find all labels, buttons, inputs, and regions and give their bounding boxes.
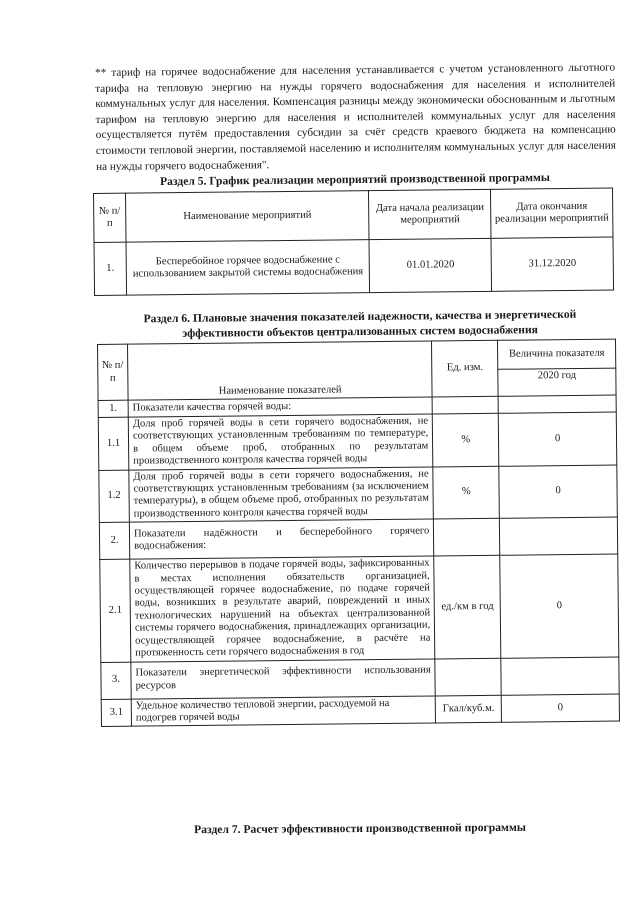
col-header-activity: Наименование мероприятий xyxy=(125,191,369,243)
row-indicator: Удельное количество тепловой энергии, расходуемой на подогрев горячей воды xyxy=(131,695,436,726)
row-num: 1.2 xyxy=(99,470,130,523)
col-header-unit: Ед. изм. xyxy=(432,340,498,397)
col-header-start-date: Дата начала реализации мероприятий xyxy=(369,189,491,239)
row-indicator: Доля проб горячей воды в сети горячего водоснабжения, не соответствующих установленным требованиям по температуре, в общем объеме проб, отобранных по результатам производственного контроля качества горячей воды xyxy=(128,414,433,470)
row-indicator: Показатели качества горячей воды: xyxy=(128,397,432,417)
row-end-date: 31.12.2020 xyxy=(491,237,613,291)
table-row xyxy=(101,657,619,699)
indicators-table xyxy=(97,339,620,728)
table-row xyxy=(94,237,614,295)
row-unit xyxy=(435,658,501,696)
row-num: 3.1 xyxy=(101,699,131,727)
row-value: 0 xyxy=(499,465,617,519)
row-value xyxy=(501,657,619,695)
row-num: 3. xyxy=(101,662,131,699)
table-row xyxy=(98,412,617,470)
col-header-value: Величина показателя xyxy=(498,339,616,369)
row-value xyxy=(500,517,618,555)
section-6-title xyxy=(105,307,615,341)
table-row xyxy=(99,517,617,559)
row-num: 2. xyxy=(99,522,129,559)
table-row xyxy=(101,694,619,727)
row-num: 1. xyxy=(98,400,128,417)
row-indicator: Количество перерывов в подаче горячей воды, зафиксированных в местах исполнения обязательств организацией, осуществляющей горячее водоснабжение, по подаче горячей воды, возникших в результате аварий, повреждений и иных технологических нарушений на объектах централизованной системы горячего водоснабжения, принадлежащих организации, осуществляющей горячее водоснабжение, в расчёте на протяженность сети горячего водоснабжения в год xyxy=(130,556,435,661)
table-row xyxy=(100,554,619,662)
row-unit: Гкал/куб.м. xyxy=(435,695,501,724)
row-num: 2.1 xyxy=(100,559,131,662)
row-indicator: Показатели энергетической эффективности использования ресурсов xyxy=(131,658,436,698)
row-value: 0 xyxy=(500,554,619,657)
section-6-title-line1: Раздел 6. Плановые значения показателей надежности, качества и энергетической xyxy=(143,307,577,326)
row-unit: % xyxy=(433,466,499,519)
implementation-schedule-table xyxy=(93,188,614,296)
row-indicator: Доля проб горячей воды в сети горячего водоснабжения, не соответствующих установленным требованиям (за исключением температуры), в общем объеме проб, отобранных по результатам производственного контроля качества горячей воды xyxy=(129,467,434,523)
col-header-num: № п/п xyxy=(94,193,126,242)
section-7-title: Раздел 7. Расчет эффективности производственной программы xyxy=(194,820,526,837)
row-unit xyxy=(434,519,500,557)
col-header-end-date: Дата окончания реализации мероприятий xyxy=(491,188,613,238)
row-value xyxy=(498,395,616,413)
row-activity: Бесперебойное горячее водоснабжение с использованием закрытой системы водоснабжения xyxy=(126,240,370,296)
col-header-num: № п/п xyxy=(98,344,129,400)
row-num: 1. xyxy=(94,242,126,295)
row-value: 0 xyxy=(498,412,616,466)
row-unit xyxy=(432,396,498,414)
table-header-row xyxy=(94,188,613,242)
col-header-indicator: Наименование показателей xyxy=(127,341,432,400)
row-start-date: 01.01.2020 xyxy=(369,238,491,292)
row-num: 1.1 xyxy=(98,417,129,470)
section-5-title: Раздел 5. График реализации мероприятий производственной программы xyxy=(159,170,551,189)
section-6-title-line2: эффективности объектов централизованных систем водоснабжения xyxy=(182,322,538,340)
col-header-year: 2020 год xyxy=(498,368,616,396)
row-indicator: Показатели надёжности и бесперебойного горячего водоснабжения: xyxy=(129,519,434,559)
row-unit: ед./км в год xyxy=(434,556,501,659)
row-value: 0 xyxy=(501,694,619,723)
row-unit: % xyxy=(433,413,499,466)
tariff-footnote: ** тариф на горячее водоснабжение для населения устанавливается с учетом установленного льготного тарифа на тепловую энергию на нужды горячего водоснабжения для населения и исполнителей коммунальных услуг для населения. Компенсация разницы между экономически обоснованным и льготным тарифом на тепловую энергию для населения и исполнителей коммунальных услуг для населения осуществляется путём предоставления субсидии за счёт средств краевого бюджета на компенсацию стоимости тепловой энергии, поставляемой населению и исполнителям коммунальных услуг для населения на нужды горячего водоснабжения". xyxy=(95,61,616,173)
table-row xyxy=(99,465,618,523)
